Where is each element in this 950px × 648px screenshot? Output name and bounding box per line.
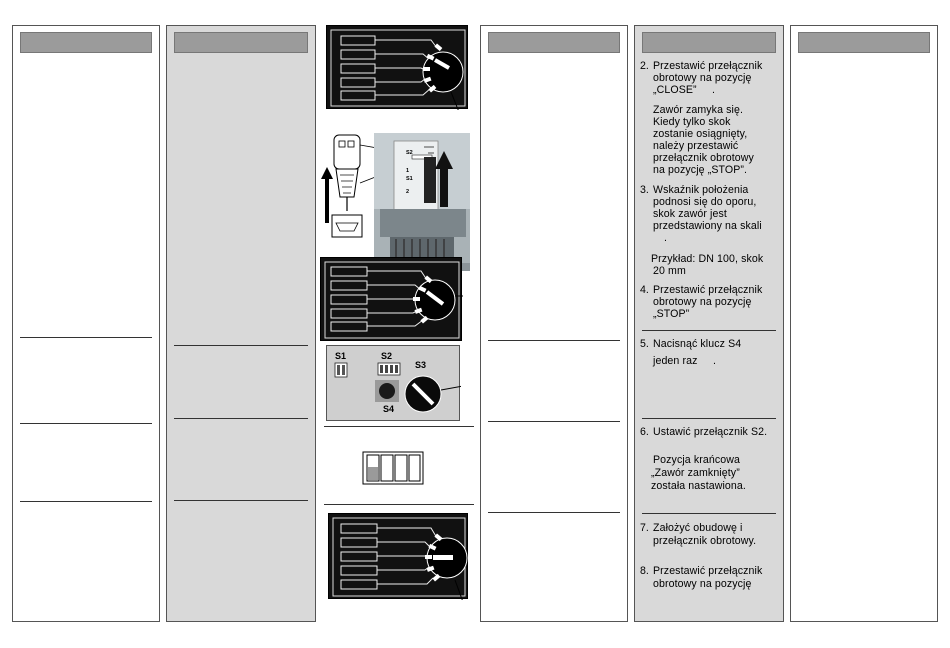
step-7-line-1: Założyć obudowę i [653, 522, 743, 534]
figure-divider-2 [324, 504, 474, 505]
step-2-line-1: Przestawić przełącznik [653, 60, 763, 72]
column-6-header [798, 32, 930, 53]
note-2-line-2: Kiedy tylko skok [653, 116, 731, 128]
example-line-2: 20 mm [653, 265, 686, 277]
step-4-line-3: „STOP” [653, 308, 690, 320]
step-6-line-1: Ustawić przełącznik S2. [653, 426, 768, 438]
step-3-line-4: przedstawiony na skali [653, 220, 762, 232]
step-8-line-2: obrotowy na pozycję [653, 578, 752, 590]
note-2-line-4: należy przestawić [653, 140, 739, 152]
step-3-number: 3. [640, 184, 649, 196]
step-5-number: 5. [640, 338, 649, 350]
step-5-extra: jeden raz [653, 355, 698, 367]
actuator-illustration [320, 127, 472, 273]
actuator-diagram [320, 127, 472, 273]
switch-label-s1: S1 [335, 351, 347, 361]
step-3-line-2: podnosi się do oporu, [653, 196, 757, 208]
switch-label-s2: S2 [381, 351, 393, 361]
note-2-line-1: Zawór zamyka się. [653, 104, 744, 116]
note-6-line-3: została nastawiona. [651, 480, 746, 492]
switch-label-s4: S4 [383, 404, 395, 414]
column-5-divider-2 [642, 418, 776, 419]
column-2 [166, 25, 316, 622]
step-3-dot: . [664, 232, 668, 244]
column-4-divider-3 [488, 512, 620, 513]
column-4-divider-2 [488, 421, 620, 422]
step-4-line-2: obrotowy na pozycję [653, 296, 752, 308]
step-2-line-3: „CLOSE” [653, 84, 697, 96]
scale-label-s1: S1 [406, 176, 413, 182]
switch-label-s3: S3 [415, 360, 427, 370]
column-5 [634, 25, 784, 622]
step-5-dot: . [713, 355, 717, 367]
step-4-line-1: Przestawić przełącznik [653, 284, 763, 296]
column-5-header [642, 32, 776, 53]
step-3-line-1: Wskaźnik położenia [653, 184, 749, 196]
column-5-divider-3 [642, 513, 776, 514]
dip-switch-diagram [362, 451, 424, 485]
note-2-line-3: zostanie osiągnięty, [653, 128, 748, 140]
column-2-divider-2 [174, 418, 308, 419]
rotary-switch-panel-3 [328, 513, 468, 599]
scale-label-2: 2 [406, 189, 410, 195]
column-2-divider-3 [174, 500, 308, 501]
column-4-divider-1 [488, 340, 620, 341]
step-7-line-2: przełącznik obrotowy. [653, 535, 757, 547]
dip-switch [362, 451, 424, 485]
column-4-header [488, 32, 620, 53]
column-5-divider-1 [642, 330, 776, 331]
note-6-line-2: „Zawór zamknięty” [651, 467, 740, 479]
scale-label-1: 1 [406, 168, 410, 174]
column-1-header [20, 32, 152, 53]
column-1 [12, 25, 160, 622]
step-6-number: 6. [640, 426, 649, 438]
switch-board [326, 345, 460, 421]
note-6-line-1: Pozycja krańcowa [653, 454, 740, 466]
step-3-line-3: skok zawór jest [653, 208, 727, 220]
step-5-line-1: Nacisnąć klucz S4 [653, 338, 742, 350]
step-4-number: 4. [640, 284, 649, 296]
note-2-line-6: na pozycję „STOP”. [653, 164, 748, 176]
step-2-number: 2. [640, 60, 649, 72]
rotary-switch-diagram-2 [321, 258, 463, 342]
switch-board-diagram [327, 346, 461, 422]
step-2-line-2: obrotowy na pozycję [653, 72, 752, 84]
column-6 [790, 25, 938, 622]
column-1-divider-3 [20, 501, 152, 502]
column-4 [480, 25, 628, 622]
rotary-switch-panel-2 [320, 257, 462, 341]
column-2-header [174, 32, 308, 53]
step-8-line-1: Przestawić przełącznik [653, 565, 763, 577]
figure-divider-1 [324, 426, 474, 427]
column-1-divider-2 [20, 423, 152, 424]
step-8-number: 8. [640, 565, 649, 577]
rotary-switch-diagram-3 [329, 514, 469, 600]
step-7-number: 7. [640, 522, 649, 534]
scale-label-s2: S2 [406, 150, 413, 156]
example-line-1: Przykład: DN 100, skok [651, 253, 764, 265]
note-2-line-5: przełącznik obrotowy [653, 152, 754, 164]
step-2-dot: . [712, 84, 716, 96]
column-2-divider-1 [174, 345, 308, 346]
rotary-switch-diagram-1 [327, 26, 469, 110]
figure-column [320, 25, 475, 625]
rotary-switch-panel-1 [326, 25, 468, 109]
column-1-divider-1 [20, 337, 152, 338]
